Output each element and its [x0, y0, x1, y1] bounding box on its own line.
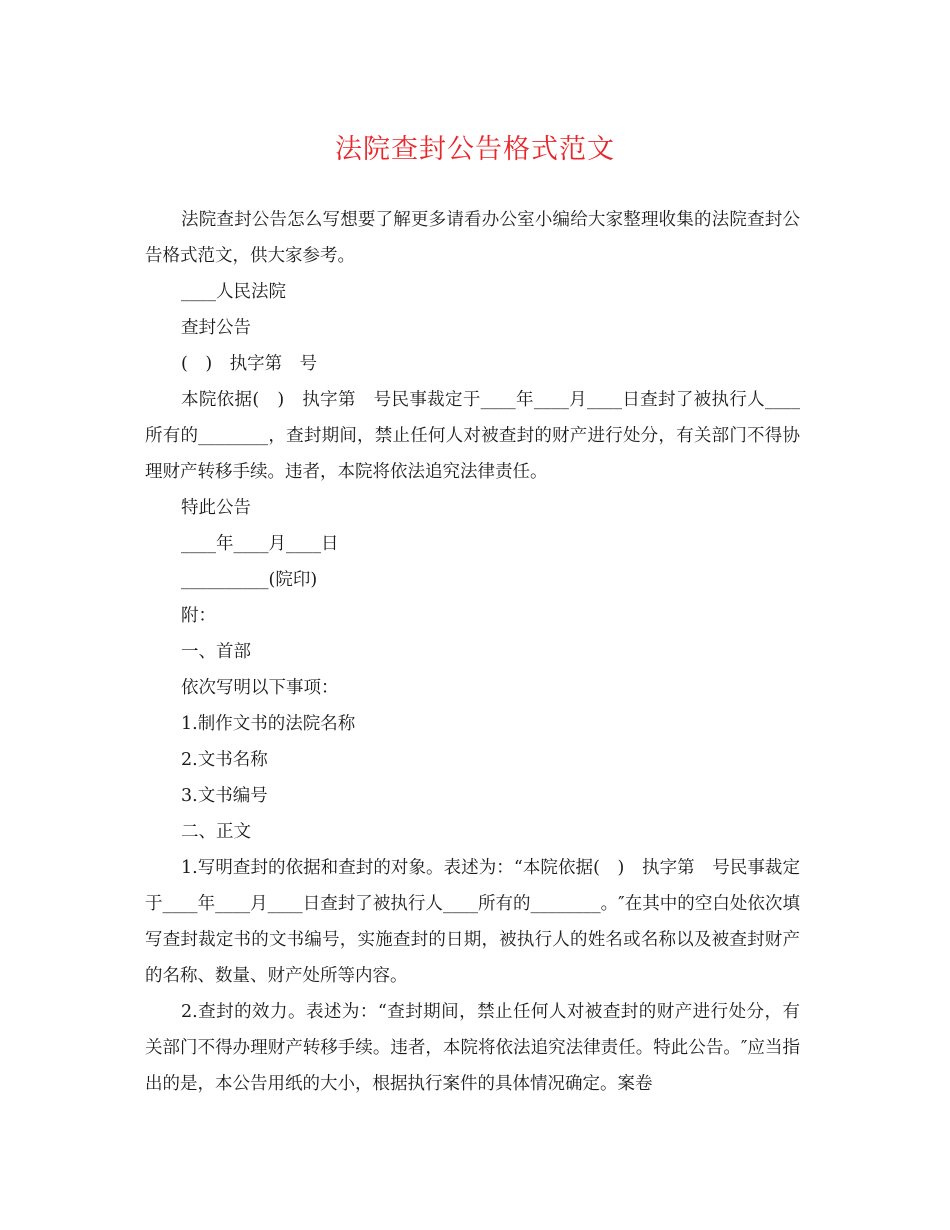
list-item: 2.文书名称 — [181, 750, 268, 770]
intro-paragraph: 法院查封公告怎么写想要了解更多请看办公室小编给大家整理收集的法院查封公告格式范文，供大家参考。 — [145, 210, 800, 266]
date-line: ____年____月____日 — [181, 534, 339, 554]
list-intro: 依次写明以下事项： — [181, 678, 339, 698]
page-title: 法院查封公告格式范文 — [335, 134, 615, 165]
appendix-label: 附： — [181, 606, 216, 626]
section-header-2: 二、正文 — [181, 822, 251, 842]
body-paragraph: 1.写明查封的依据和查封的对象。表述为：“本院依据( ) 执字第 号民事裁定于____年____月____日查封了被执行人____所有的________。″在其中的空白处依次填写查封裁定书的文书编号，实施查封的日期，被执行人的姓名或名称以及被查封财产的名称、数量、财产处所等内容。 — [145, 858, 800, 986]
body-paragraph: 2.查封的效力。表述为：“查封期间，禁止任何人对被查封的财产进行处分，有关部门不得办理财产转移手续。违者，本院将依法追究法律责任。特此公告。″应当指出的是，本公告用纸的大小，根据执行案件的具体情况确定。案卷 — [145, 1002, 800, 1094]
section-header-1: 一、首部 — [181, 642, 251, 662]
case-number-line: ( ) 执字第 号 — [181, 354, 318, 374]
notice-heading: 查封公告 — [181, 318, 251, 338]
list-item: 1.制作文书的法院名称 — [181, 714, 356, 734]
court-name-line: ____人民法院 — [181, 282, 286, 302]
notice-body-paragraph: 本院依据( ) 执字第 号民事裁定于____年____月____日查封了被执行人____所有的________，查封期间，禁止任何人对被查封的财产进行处分，有关部门不得协理财产转移手续。违者，本院将依法追究法律责任。 — [145, 390, 800, 482]
seal-line: __________(院印) — [181, 570, 318, 590]
document-body — [145, 202, 800, 1102]
special-notice-line: 特此公告 — [181, 498, 251, 518]
list-item: 3.文书编号 — [181, 786, 268, 806]
